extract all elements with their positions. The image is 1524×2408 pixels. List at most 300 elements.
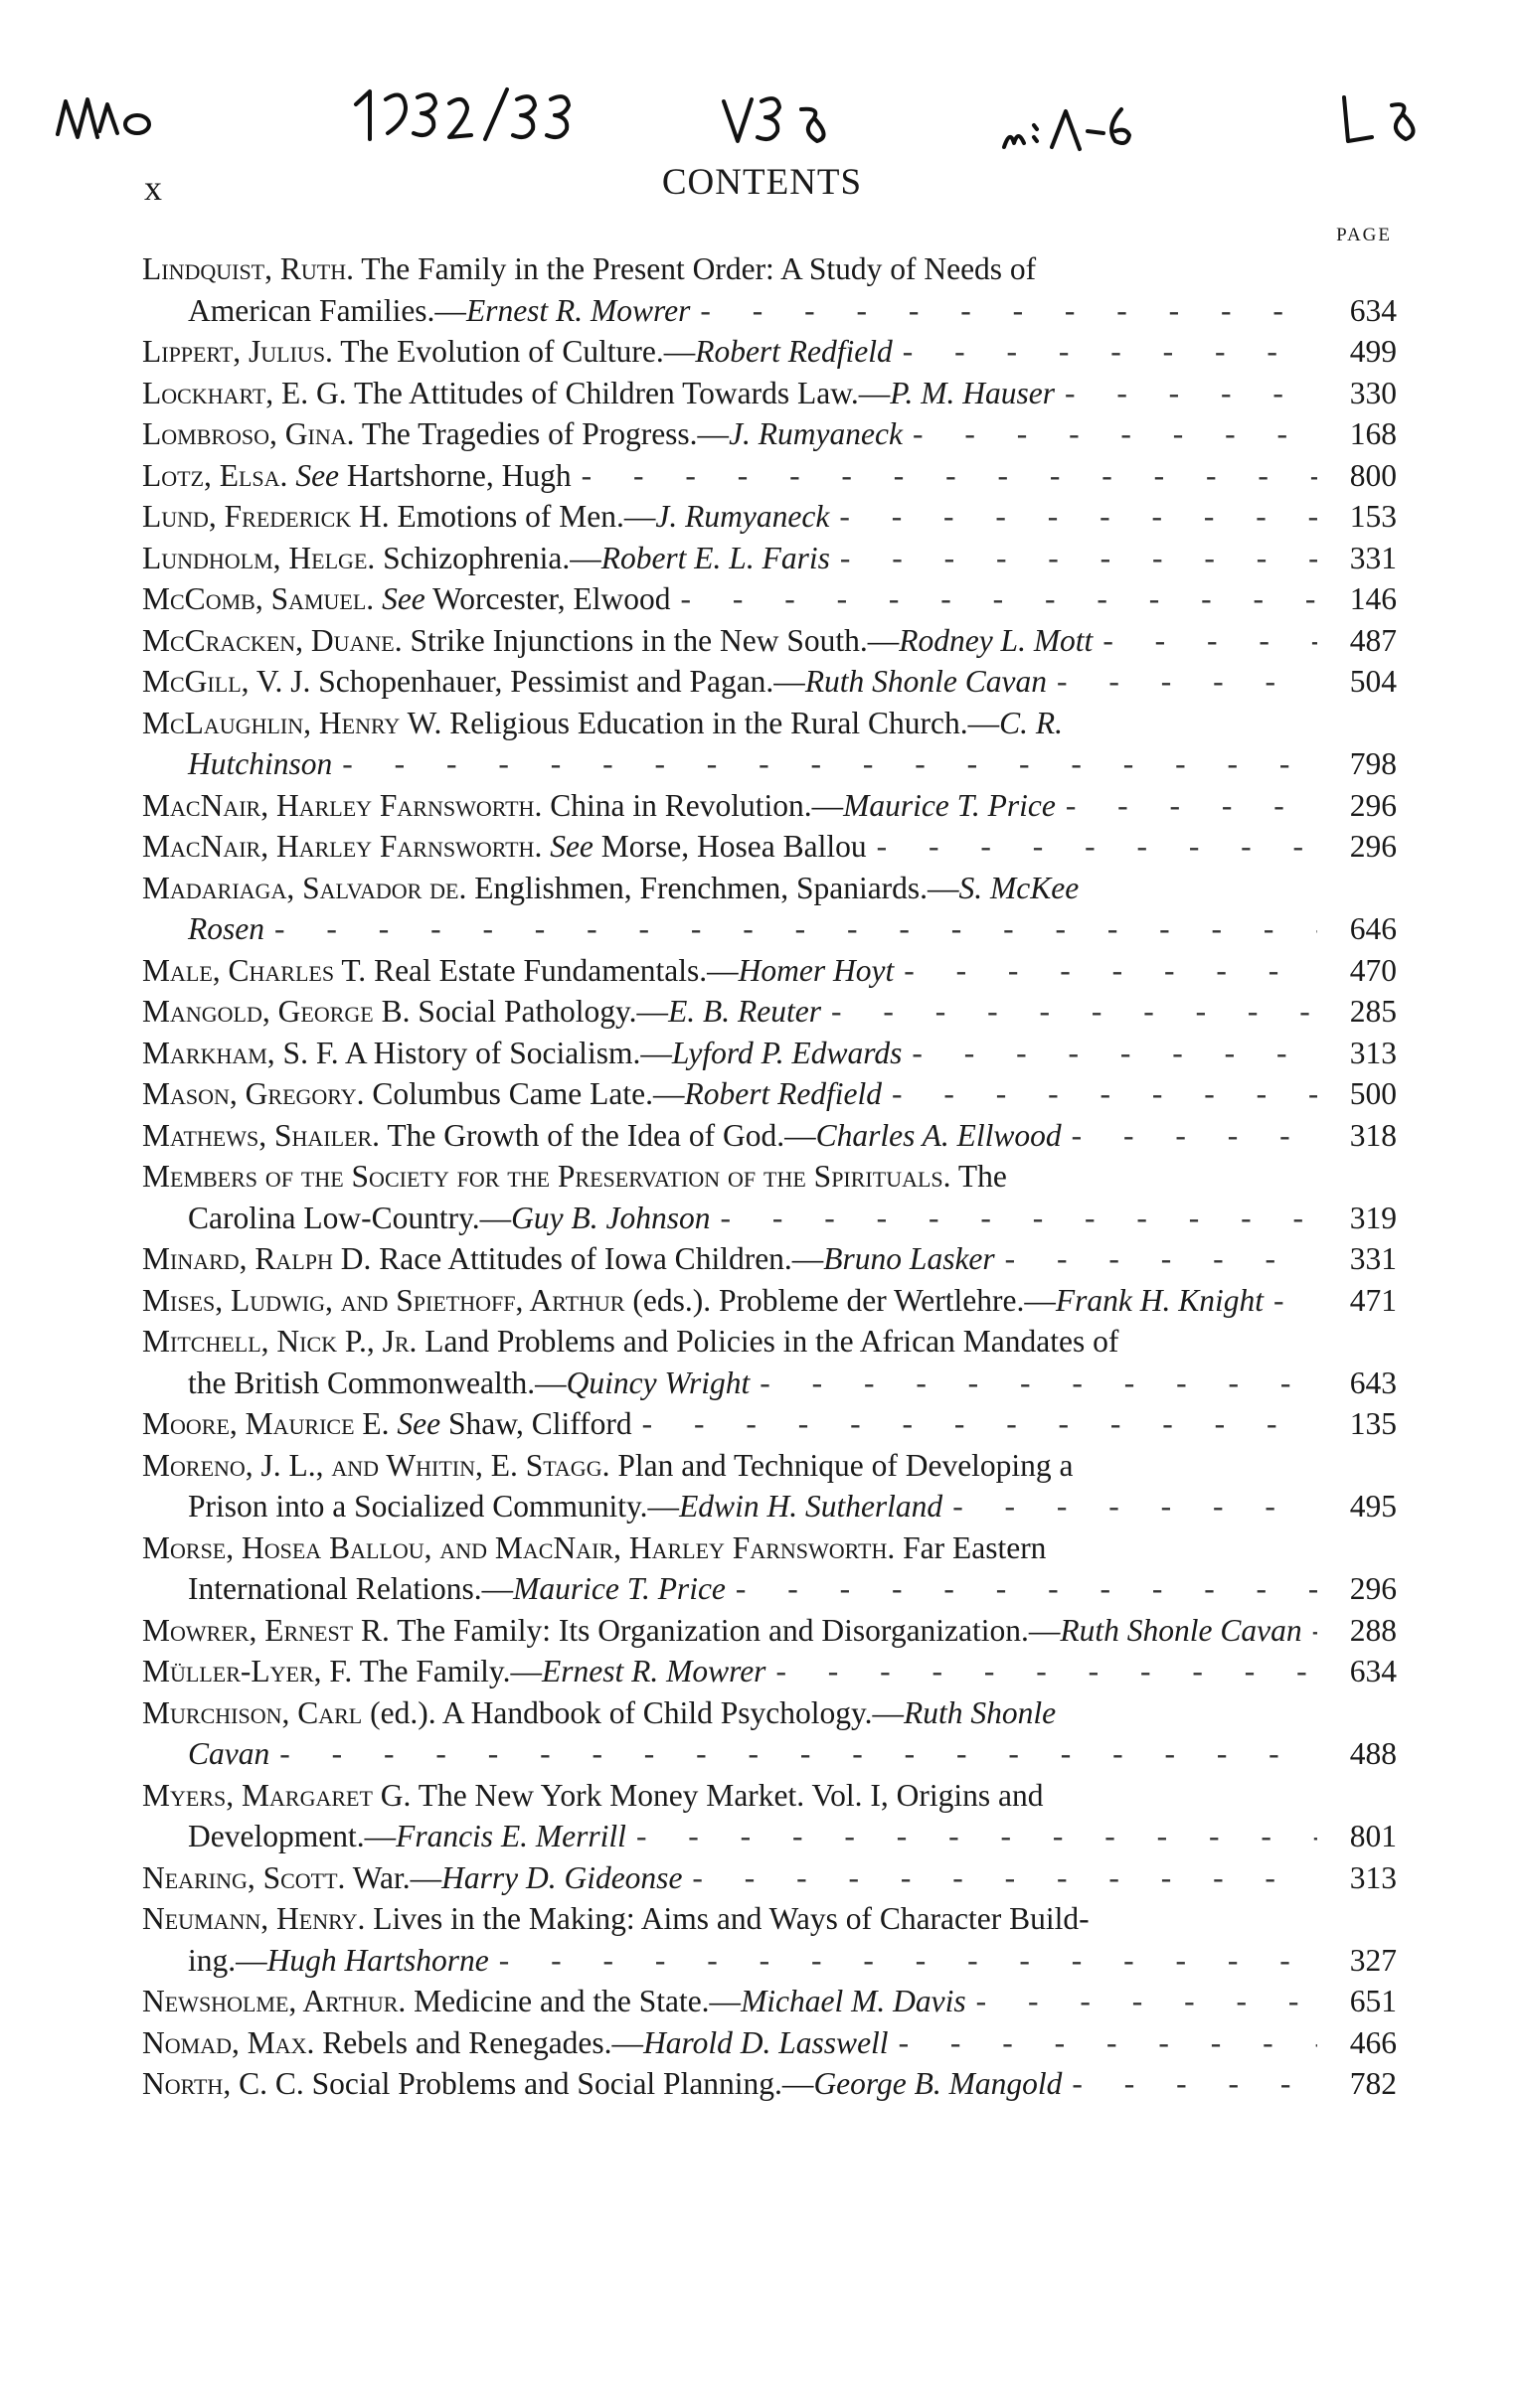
entry-reviewer: Rodney L. Mott <box>899 622 1094 658</box>
entry-line <box>142 950 1397 992</box>
entry-title: Carolina Low-Country.— <box>188 1200 512 1235</box>
contents-entry <box>142 620 1397 662</box>
entry-line <box>142 1115 1397 1157</box>
entry-reviewer: Francis E. Merrill <box>396 1819 626 1853</box>
entry-author: Markham, S. F. <box>142 1035 339 1070</box>
contents-entry <box>142 496 1397 538</box>
entry-author: McComb, Samuel. <box>142 581 375 616</box>
entry-page: 466 <box>1349 2024 1397 2060</box>
entry-author: Moore, Maurice E. <box>142 1406 390 1441</box>
entry-title: Hartshorne, Hugh <box>346 457 572 493</box>
entry-author: Lundholm, Helge. <box>142 540 376 575</box>
entry-author: Lund, Frederick H. <box>142 499 390 534</box>
entry-author: Lotz, Elsa. <box>142 457 288 493</box>
entry-page: 800 <box>1349 457 1397 493</box>
entry-text <box>142 1073 882 1115</box>
entry-title: Social Problems and Social Planning.— <box>311 2066 814 2101</box>
leader-dots <box>279 1733 1317 1775</box>
contents-entry <box>142 661 1397 703</box>
entry-title: Schopenhauer, Pessimist and Pagan.— <box>318 664 805 699</box>
entry-title: (eds.). Probleme der Wertlehre.— <box>632 1282 1056 1318</box>
entry-text <box>142 1898 1090 1940</box>
entry-reviewer: Ruth Shonle Cavan <box>1060 1612 1302 1648</box>
entry-line <box>142 1363 1397 1404</box>
entry-text <box>188 1568 726 1610</box>
entry-title: China in Revolution.— <box>550 787 844 823</box>
leader-dots <box>1065 373 1317 414</box>
leader-dots <box>903 331 1317 373</box>
entry-line <box>142 620 1397 662</box>
leader-dots <box>642 1403 1317 1445</box>
entry-page: 153 <box>1349 499 1397 534</box>
entry-author: McGill, V. J. <box>142 664 311 699</box>
entry-author: Lippert, Julius. <box>142 334 333 369</box>
entry-text <box>142 1857 682 1899</box>
entry-author: Murchison, Carl <box>142 1694 363 1730</box>
entry-line <box>142 1775 1297 1817</box>
entry-reviewer: Robert E. L. Faris <box>600 540 830 575</box>
contents-entry <box>142 1527 1397 1610</box>
leader-dots <box>582 455 1317 497</box>
leader-dots <box>913 413 1317 455</box>
entry-text <box>188 1940 489 1982</box>
entry-line <box>142 1403 1397 1445</box>
entry-author: Mathews, Shailer. <box>142 1117 381 1153</box>
entry-page: 135 <box>1349 1406 1397 1441</box>
entry-line <box>142 703 1297 744</box>
entry-title: A History of Socialism.— <box>344 1035 672 1070</box>
entry-page: 487 <box>1349 622 1397 658</box>
entry-line <box>142 248 1297 290</box>
leader-dots <box>1072 2063 1317 2105</box>
entry-text <box>142 826 867 868</box>
entry-reviewer: Lyford P. Edwards <box>671 1035 903 1070</box>
entry-page: 801 <box>1349 1819 1397 1853</box>
entry-author: Myers, Margaret G. <box>142 1777 412 1813</box>
entry-reviewer: Cavan <box>188 1736 270 1771</box>
entry-author: Mitchell, Nick P., Jr. <box>142 1324 418 1359</box>
contents-entry <box>142 1403 1397 1445</box>
contents-entry <box>142 578 1397 620</box>
entry-line <box>142 290 1397 332</box>
entry-author: Mises, Ludwig, and Spiethoff, Arthur <box>142 1282 625 1318</box>
entry-reviewer: Hutchinson <box>188 746 333 781</box>
entry-author: MacNair, Harley Farnsworth. <box>142 829 543 864</box>
entry-title: Schizophrenia.— <box>383 540 601 575</box>
entry-text <box>142 703 1063 744</box>
entry-text <box>142 2063 1062 2105</box>
entry-line <box>142 661 1397 703</box>
entry-reviewer: Hugh Hartshorne <box>266 1942 489 1978</box>
entry-title: Emotions of Men.— <box>397 499 656 534</box>
entry-title: The Family: Its Organization and Disorganization.— <box>397 1612 1061 1648</box>
entry-reviewer: J. Rumyaneck <box>729 416 903 451</box>
entry-text <box>142 1445 1074 1487</box>
entry-page: 331 <box>1349 540 1397 575</box>
leader-dots <box>721 1198 1318 1239</box>
entry-page: 313 <box>1349 1859 1397 1895</box>
entry-reviewer: Harry D. Gideonse <box>441 1859 683 1895</box>
entry-page: 330 <box>1349 375 1397 410</box>
entry-title: Prison into a Socialized Community.— <box>188 1489 680 1524</box>
entry-line <box>142 1527 1297 1569</box>
entry-line <box>142 373 1397 414</box>
entry-reviewer: Maurice T. Price <box>843 787 1056 823</box>
entry-reviewer: George B. Mangold <box>813 2066 1063 2101</box>
entry-text <box>142 1033 902 1074</box>
entry-line <box>142 538 1397 579</box>
entry-text <box>142 1651 765 1692</box>
entry-reviewer: Quincy Wright <box>566 1365 751 1400</box>
entry-reviewer: Robert Redfield <box>695 334 893 369</box>
entry-text <box>142 1156 1007 1198</box>
entry-author: Nomad, Max. <box>142 2024 315 2060</box>
entry-line <box>142 1486 1397 1527</box>
entry-line <box>142 2022 1397 2064</box>
entry-line <box>142 578 1397 620</box>
entry-reviewer: Homer Hoyt <box>738 952 895 988</box>
entry-reviewer: S. McKee <box>958 870 1080 905</box>
entry-text <box>142 1527 1046 1569</box>
entry-title: Englishmen, Frenchmen, Spaniards.— <box>474 870 959 905</box>
entry-author: McLaughlin, Henry W. <box>142 705 442 740</box>
entry-author: Madariaga, Salvador de. <box>142 870 467 905</box>
entry-author: Müller-Lyer, F. <box>142 1654 353 1688</box>
leader-dots <box>700 290 1317 332</box>
entry-line <box>142 1898 1297 1940</box>
entry-page: 288 <box>1349 1612 1397 1648</box>
entry-reviewer: J. Rumyaneck <box>655 499 830 534</box>
leader-dots <box>499 1940 1317 1982</box>
leader-dots <box>636 1816 1317 1857</box>
entry-text <box>188 743 332 785</box>
entry-line <box>142 1198 1397 1239</box>
entry-see: See <box>397 1406 441 1441</box>
entry-title: International Relations.— <box>188 1571 514 1606</box>
entry-page: 646 <box>1349 911 1397 946</box>
entry-page: 643 <box>1349 1365 1397 1400</box>
contents-entry <box>142 1445 1397 1527</box>
entry-title: (ed.). A Handbook of Child Psychology.— <box>370 1694 905 1730</box>
contents-entry <box>142 1238 1397 1280</box>
entry-page: 470 <box>1349 952 1397 988</box>
entry-text <box>142 1692 1056 1734</box>
entry-title: American Families.— <box>188 292 466 328</box>
leader-dots <box>976 1981 1317 2022</box>
leader-dots <box>736 1568 1317 1610</box>
entry-reviewer: E. B. Reuter <box>668 994 822 1029</box>
entry-text <box>142 1981 966 2022</box>
leader-dots <box>680 578 1317 620</box>
entry-page: 296 <box>1349 1571 1397 1606</box>
entry-see: See <box>382 581 425 616</box>
entry-page: 285 <box>1349 994 1397 1029</box>
contents-entry <box>142 2063 1397 2105</box>
entry-page: 504 <box>1349 664 1397 699</box>
handwritten-annotations <box>0 30 1524 169</box>
entry-reviewer: Ernest R. Mowrer <box>465 292 691 328</box>
entry-line <box>142 455 1397 497</box>
entry-line <box>142 785 1397 827</box>
leader-dots <box>899 2022 1317 2064</box>
entry-reviewer: Guy B. Johnson <box>511 1200 711 1235</box>
entry-title: Morse, Hosea Ballou <box>600 829 867 864</box>
entry-reviewer: Rosen <box>188 911 264 946</box>
entry-text <box>142 413 903 455</box>
entry-author: Neumann, Henry. <box>142 1901 366 1936</box>
leader-dots <box>892 1073 1317 1115</box>
contents-entry <box>142 868 1397 950</box>
entry-page: 495 <box>1349 1489 1397 1524</box>
contents-entry <box>142 1115 1397 1157</box>
contents-entry <box>142 950 1397 992</box>
leader-dots <box>952 1486 1317 1527</box>
leader-dots <box>274 908 1317 950</box>
entry-text <box>188 1198 711 1239</box>
leader-dots <box>1273 1280 1317 1322</box>
contents-entry <box>142 826 1397 868</box>
entry-text <box>142 1321 1118 1363</box>
entry-author: Minard, Ralph D. <box>142 1241 372 1276</box>
contents-entry <box>142 248 1397 331</box>
entry-author: Mangold, George B. <box>142 994 411 1029</box>
entry-text <box>142 991 821 1033</box>
entry-author: MacNair, Harley Farnsworth. <box>142 787 543 823</box>
entry-line <box>142 331 1397 373</box>
contents-entry <box>142 1898 1397 1981</box>
entry-title: Medicine and the State.— <box>414 1984 742 2018</box>
entry-text <box>188 290 690 332</box>
entry-line <box>142 1568 1397 1610</box>
entry-reviewer: Ruth Shonle <box>904 1694 1057 1730</box>
entry-title: Strike Injunctions in the New South.— <box>410 622 900 658</box>
entry-reviewer: Bruno Lasker <box>823 1241 995 1276</box>
entry-text <box>188 1486 942 1527</box>
entry-line <box>142 1280 1397 1322</box>
entry-page: 313 <box>1349 1035 1397 1070</box>
contents-entry <box>142 1033 1397 1074</box>
entry-line <box>142 1857 1397 1899</box>
entry-reviewer: Harold D. Lasswell <box>643 2024 889 2060</box>
entry-text <box>142 496 829 538</box>
entry-title: Plan and Technique of Developing a <box>617 1447 1074 1483</box>
leader-dots <box>839 496 1317 538</box>
entry-page: 296 <box>1349 829 1397 864</box>
entry-author: Lockhart, E. G. <box>142 375 347 410</box>
entry-page: 331 <box>1349 1241 1397 1276</box>
entry-title: Real Estate Fundamentals.— <box>374 952 739 988</box>
entry-author: Mason, Gregory. <box>142 1076 365 1111</box>
entry-author: North, C. C. <box>142 2066 304 2101</box>
contents-list <box>142 248 1397 2105</box>
entry-page: 782 <box>1349 2066 1397 2101</box>
entry-title: The Family in the Present Order: A Study of Needs of <box>361 251 1037 286</box>
contents-entry <box>142 455 1397 497</box>
page-numeral: x <box>144 168 162 208</box>
entry-page: 319 <box>1349 1200 1397 1235</box>
entry-page: 499 <box>1349 334 1397 369</box>
entry-line <box>142 1033 1397 1074</box>
entry-line <box>142 1073 1397 1115</box>
entry-see: See <box>295 457 340 493</box>
entry-line <box>142 991 1397 1033</box>
entry-reviewer: Robert Redfield <box>684 1076 883 1111</box>
entry-text <box>142 1775 1044 1817</box>
entry-title: Race Attitudes of Iowa Children.— <box>379 1241 824 1276</box>
contents-entry <box>142 331 1397 373</box>
contents-entry <box>142 703 1397 785</box>
entry-text <box>142 331 893 373</box>
entry-text <box>142 1610 1302 1652</box>
entry-line <box>142 1610 1397 1652</box>
leader-dots <box>1102 620 1317 662</box>
entry-title: Columbus Came Late.— <box>372 1076 685 1111</box>
contents-entry <box>142 1073 1397 1115</box>
entry-text <box>188 1733 269 1775</box>
entry-text <box>188 1363 750 1404</box>
contents-entry <box>142 2022 1397 2064</box>
entry-text <box>142 785 1056 827</box>
entry-text <box>142 455 572 497</box>
entry-author: Lindquist, Ruth. <box>142 251 354 286</box>
entry-title: Worcester, Elwood <box>432 581 671 616</box>
entry-title: The Growth of the Idea of God.— <box>387 1117 816 1153</box>
leader-dots <box>1312 1610 1317 1652</box>
contents-entry <box>142 538 1397 579</box>
entry-reviewer: Edwin H. Sutherland <box>679 1489 943 1524</box>
leader-dots <box>1066 785 1317 827</box>
entry-line <box>142 413 1397 455</box>
entry-line <box>142 1981 1397 2022</box>
entry-title: Land Problems and Policies in the African Mandates of <box>424 1324 1119 1359</box>
entry-reviewer: Maurice T. Price <box>513 1571 726 1606</box>
entry-author: Morse, Hosea Ballou, and MacNair, Harley Farnsworth. <box>142 1529 896 1565</box>
entry-reviewer: Frank H. Knight <box>1055 1282 1264 1318</box>
leader-dots <box>877 826 1317 868</box>
entry-title: Rebels and Renegades.— <box>322 2024 644 2060</box>
entry-page: 651 <box>1349 1984 1397 2018</box>
entry-title: The Attitudes of Children Towards Law.— <box>353 375 891 410</box>
entry-title: War.— <box>352 1859 442 1895</box>
entry-text <box>142 373 1055 414</box>
leader-dots <box>1005 1238 1317 1280</box>
contents-entry <box>142 373 1397 414</box>
leader-dots <box>912 1033 1317 1074</box>
entry-title: Lives in the Making: Aims and Ways of Character Build- <box>373 1901 1090 1936</box>
entry-author: Nearing, Scott. <box>142 1859 346 1895</box>
entry-title: the British Commonwealth.— <box>188 1365 567 1400</box>
contents-entry <box>142 1156 1397 1238</box>
leader-dots <box>1072 1115 1317 1157</box>
contents-entry <box>142 991 1397 1033</box>
contents-entry <box>142 785 1397 827</box>
entry-line <box>142 1156 1297 1198</box>
leader-dots <box>1057 661 1317 703</box>
entry-line <box>142 868 1297 909</box>
leader-dots <box>904 950 1317 992</box>
entry-text <box>142 1403 632 1445</box>
leader-dots <box>760 1363 1317 1404</box>
entry-line <box>142 496 1397 538</box>
entry-page: 798 <box>1349 746 1397 781</box>
entry-page: 488 <box>1349 1736 1397 1771</box>
entry-page: 500 <box>1349 1076 1397 1111</box>
entry-text <box>142 1280 1264 1322</box>
entry-page: 634 <box>1349 1654 1397 1688</box>
entry-reviewer: Charles A. Ellwood <box>815 1117 1062 1153</box>
entry-line <box>142 1733 1397 1775</box>
entry-line <box>142 1321 1297 1363</box>
entry-line <box>142 1238 1397 1280</box>
entry-text <box>142 538 830 579</box>
contents-entry <box>142 1651 1397 1692</box>
leader-dots <box>342 743 1317 785</box>
entry-line <box>142 1445 1297 1487</box>
entry-reviewer: P. M. Hauser <box>890 375 1055 410</box>
entry-text <box>142 1238 995 1280</box>
entry-page: 146 <box>1349 581 1397 616</box>
entry-text <box>142 661 1047 703</box>
entry-line <box>142 1816 1397 1857</box>
entry-page: 296 <box>1349 787 1397 823</box>
entry-page: 634 <box>1349 292 1397 328</box>
entry-author: Lombroso, Gina. <box>142 416 355 451</box>
leader-dots <box>840 538 1317 579</box>
entry-page: 318 <box>1349 1117 1397 1153</box>
contents-entry <box>142 1775 1397 1857</box>
entry-text <box>142 868 1079 909</box>
entry-author: McCracken, Duane. <box>142 622 403 658</box>
handwritten-marks-drawing <box>0 30 1524 169</box>
page-title: CONTENTS <box>661 162 863 203</box>
entry-line <box>142 2063 1397 2105</box>
contents-entry <box>142 1981 1397 2022</box>
entry-title: Development.— <box>188 1819 397 1853</box>
entry-text <box>142 1115 1062 1157</box>
entry-title: Social Pathology.— <box>418 994 669 1029</box>
entry-title: The Family.— <box>359 1654 542 1688</box>
entry-author: Members of the Society for the Preservation of the Spirituals. <box>142 1159 951 1194</box>
contents-entry <box>142 413 1397 455</box>
entry-author: Moreno, J. L., and Whitin, E. Stagg. <box>142 1447 610 1483</box>
entry-title: Far Eastern <box>903 1529 1047 1565</box>
entry-reviewer: C. R. <box>999 705 1064 740</box>
entry-text <box>142 2022 889 2064</box>
entry-line <box>142 1651 1397 1692</box>
entry-page: 471 <box>1349 1282 1397 1318</box>
contents-entry <box>142 1280 1397 1322</box>
leader-dots <box>775 1651 1317 1692</box>
entry-title: The <box>957 1159 1007 1194</box>
entry-line <box>142 1940 1397 1982</box>
entry-title: Shaw, Clifford <box>448 1406 632 1441</box>
entry-text <box>142 578 670 620</box>
entry-text <box>188 908 264 950</box>
contents-entry <box>142 1321 1397 1403</box>
entry-reviewer: Michael M. Davis <box>741 1984 966 2018</box>
entry-line <box>142 1692 1297 1734</box>
entry-reviewer: Ruth Shonle Cavan <box>804 664 1048 699</box>
entry-author: Male, Charles T. <box>142 952 367 988</box>
entry-page: 327 <box>1349 1942 1397 1978</box>
contents-entry <box>142 1610 1397 1652</box>
entry-text <box>188 1816 626 1857</box>
entry-line <box>142 908 1397 950</box>
entry-see: See <box>550 829 593 864</box>
page-column-label: PAGE <box>1336 225 1392 245</box>
entry-title: The Tragedies of Progress.— <box>361 416 730 451</box>
entry-page: 168 <box>1349 416 1397 451</box>
